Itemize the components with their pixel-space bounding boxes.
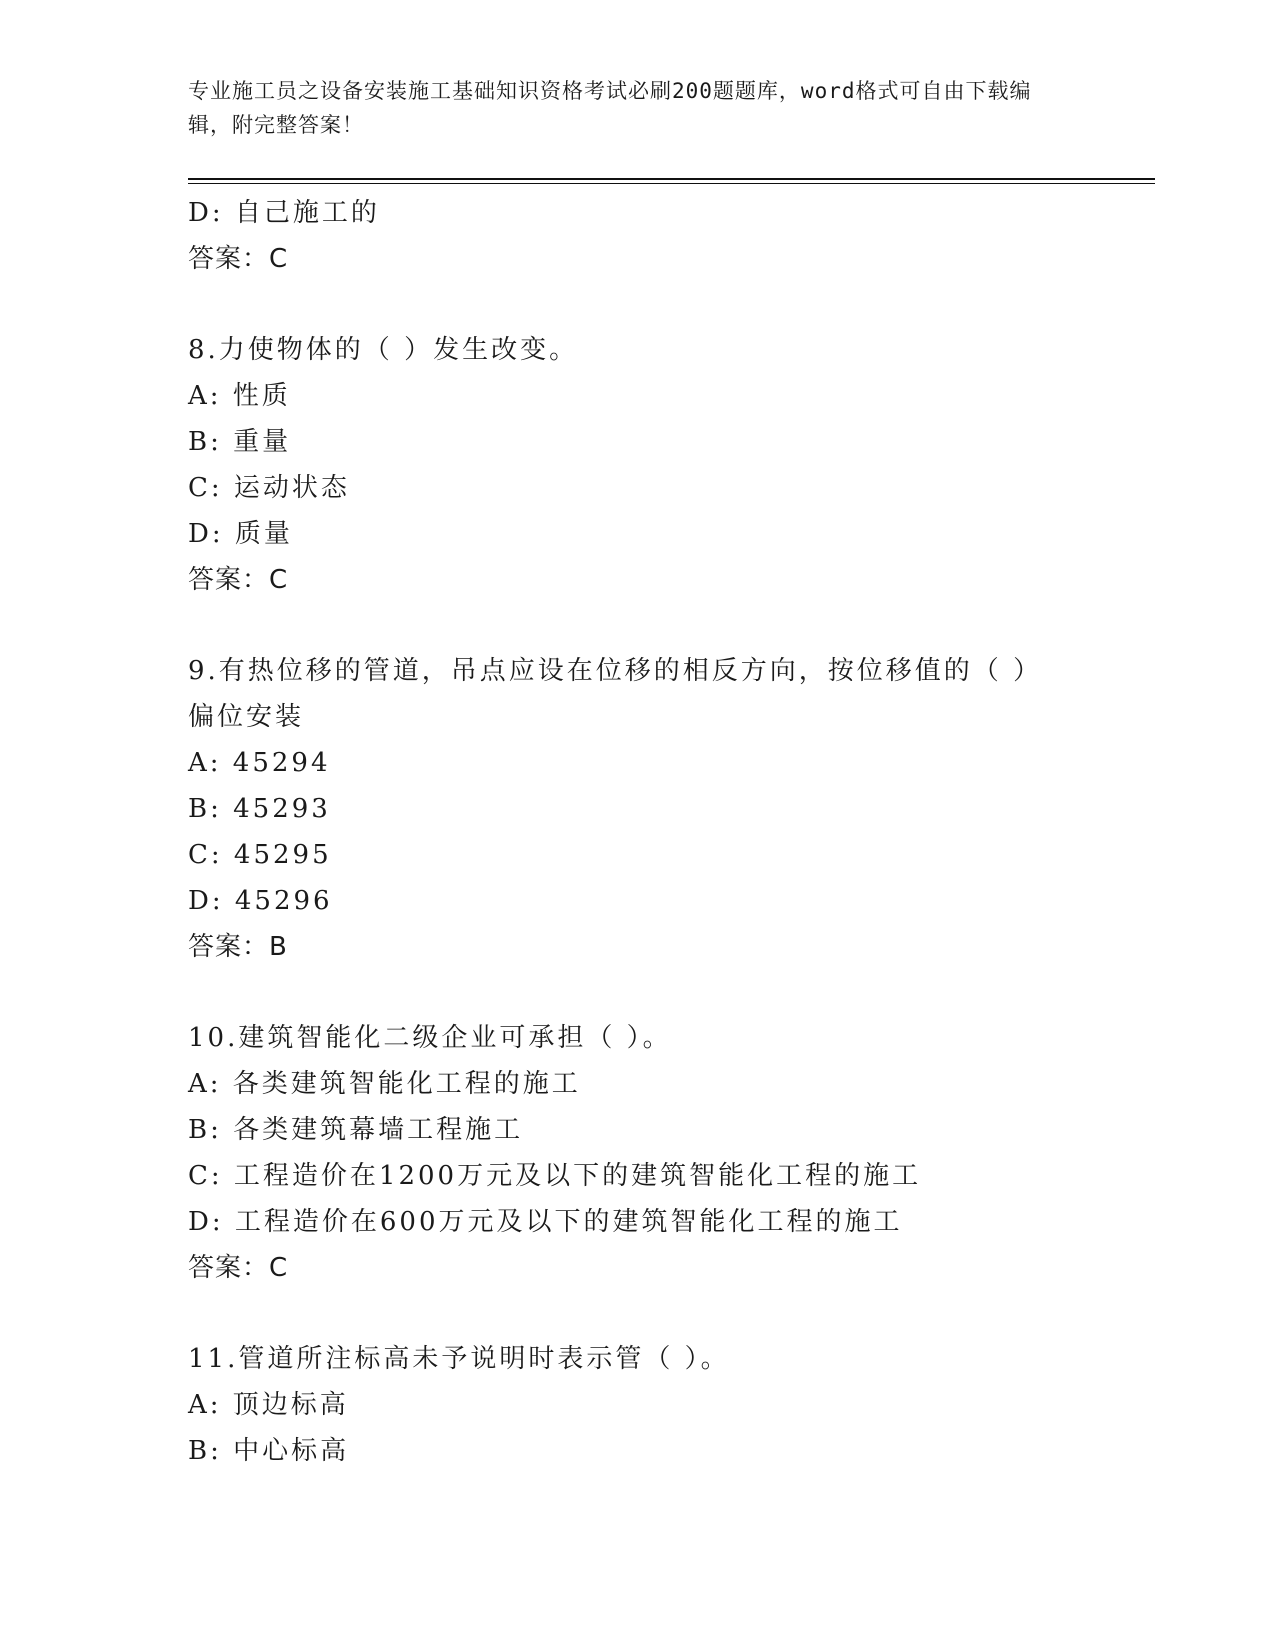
option-c: C: 运动状态	[188, 473, 350, 503]
answer-text: 答案：C	[188, 1253, 289, 1283]
option-a: A: 性质	[188, 381, 291, 411]
option-a: A: 各类建筑智能化工程的施工	[188, 1069, 581, 1099]
question-block-10	[188, 1015, 1088, 1291]
question-block-8	[188, 327, 1088, 603]
header-rule	[188, 178, 1155, 180]
question-stem: 8.力使物体的（ ）发生改变。	[188, 335, 579, 365]
question-stem: 9.有热位移的管道，吊点应设在位移的相反方向，按位移值的（ ）偏位安装	[188, 656, 1030, 732]
option-c: C: 45295	[188, 840, 332, 870]
document-header: 专业施工员之设备安装施工基础知识资格考试必刷200题题库，word格式可自由下载编辑，附完整答案！	[188, 79, 1032, 137]
option-d: D: 质量	[188, 519, 293, 549]
option-a: A: 顶边标高	[188, 1390, 349, 1420]
question-block-9	[188, 648, 1088, 970]
question-stem: 10.建筑智能化二级企业可承担（ ）。	[188, 1023, 672, 1053]
option-b: B: 各类建筑幕墙工程施工	[188, 1115, 524, 1145]
question-list	[188, 190, 1088, 1474]
option-c: C: 工程造价在1200万元及以下的建筑智能化工程的施工	[188, 1161, 922, 1191]
answer-text: 答案：C	[188, 565, 289, 595]
option-a: A: 45294	[188, 748, 331, 778]
answer-text: 答案：B	[188, 932, 288, 962]
question-stem: 11.管道所注标高未予说明时表示管（ ）。	[188, 1344, 730, 1374]
answer-text: 答案：C	[188, 244, 289, 274]
header-rule-thin	[188, 183, 1155, 184]
option-b: B: 45293	[188, 794, 331, 824]
question-block-11	[188, 1336, 1088, 1474]
option-d: D: 自己施工的	[188, 198, 380, 228]
option-d: D: 工程造价在600万元及以下的建筑智能化工程的施工	[188, 1207, 903, 1237]
option-d: D: 45296	[188, 886, 333, 916]
option-b: B: 中心标高	[188, 1436, 350, 1466]
option-b: B: 重量	[188, 427, 292, 457]
